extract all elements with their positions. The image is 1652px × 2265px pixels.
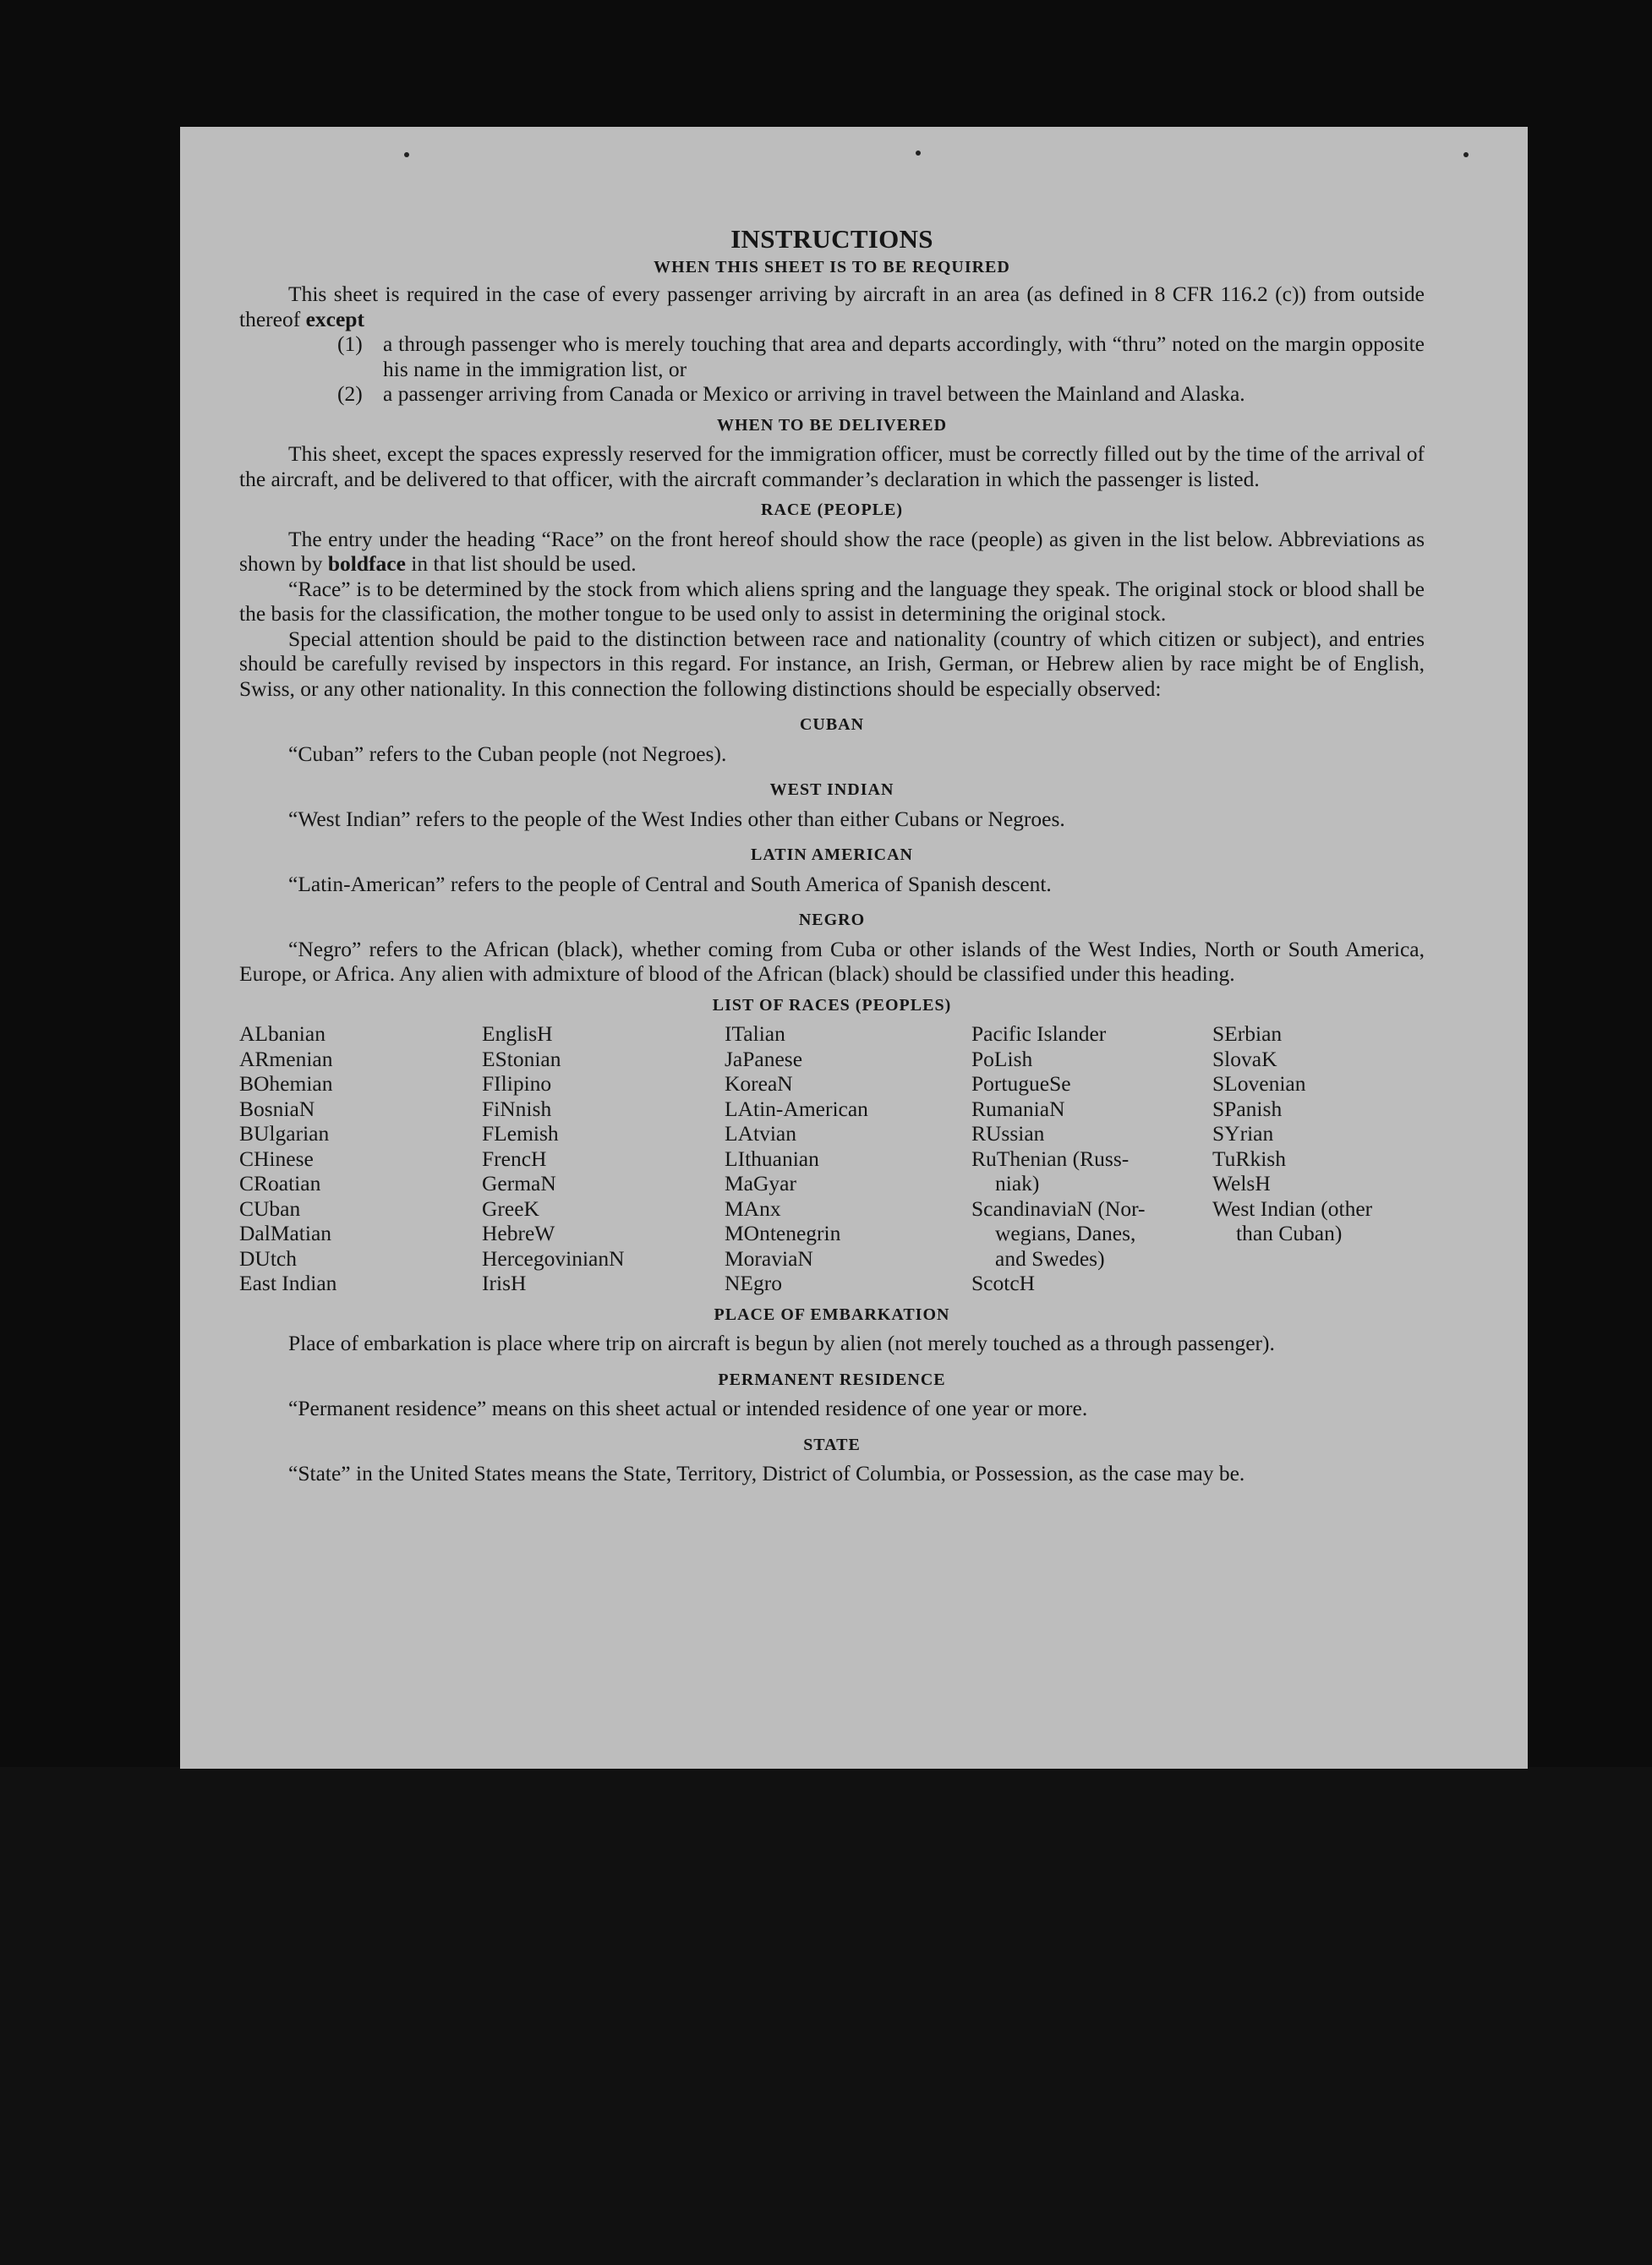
race-entry: ScotcH <box>971 1271 1036 1295</box>
heading-list-of-races: LIST OF RACES (PEOPLES) <box>712 995 952 1015</box>
race-text-end: in that list should be used. <box>405 551 637 576</box>
heading-cuban: CUBAN <box>799 715 865 734</box>
race-entry-continued: wegians, Danes, <box>995 1221 1136 1245</box>
heading-state: STATE <box>803 1435 861 1454</box>
races-column-4 <box>971 1021 1212 1296</box>
speck <box>404 152 409 157</box>
races-column-5 <box>1212 1021 1424 1296</box>
heading-latin-american: LATIN AMERICAN <box>751 845 913 864</box>
race-entry: FiNnish <box>482 1096 552 1121</box>
heading-when-delivered: WHEN TO BE DELIVERED <box>716 415 948 435</box>
race-entry: EStonian <box>482 1046 561 1071</box>
races-column-2 <box>482 1021 725 1296</box>
race-text: The entry under the heading “Race” on the front hereof should show the race (people) as given in the list below. Abbreviations as shown by <box>239 526 1425 576</box>
race-entry: IrisH <box>482 1271 527 1295</box>
exception-text: a passenger arriving from Canada or Mexico or arriving in travel between the Mainland and Alaska. <box>383 381 1245 406</box>
required-paragraph <box>239 282 1425 331</box>
race-entry: SErbian <box>1212 1021 1283 1046</box>
race-entry: PoLish <box>971 1046 1033 1071</box>
race-entry: RUssian <box>971 1121 1045 1146</box>
race-entry-continued: niak) <box>995 1171 1040 1195</box>
state-paragraph: “State” in the United States means the State, Territory, District of Columbia, or Possession, as the case may be. <box>288 1461 1245 1485</box>
race-entry: GreeK <box>482 1195 539 1221</box>
speck <box>1463 152 1469 157</box>
race-entry: EnglisH <box>482 1021 553 1046</box>
race-entry: MOntenegrin <box>725 1221 841 1245</box>
race-entry: MaGyar <box>725 1171 796 1195</box>
race-entry: SLovenian <box>1212 1071 1306 1096</box>
race-entry: PortugueSe <box>971 1071 1071 1096</box>
heading-when-required: WHEN THIS SHEET IS TO BE REQUIRED <box>654 257 1010 276</box>
delivered-paragraph: This sheet, except the spaces expressly reserved for the immigration officer, must be correctly filled out by the time of the arrival of the aircraft, and be delivered to that officer, with the aircraft commander’s declaration in which the passenger is listed. <box>239 441 1425 491</box>
race-entry: LAtvian <box>725 1121 796 1146</box>
race-entry: SlovaK <box>1212 1046 1277 1071</box>
race-entry: FIlipino <box>482 1071 552 1096</box>
race-entry: SPanish <box>1212 1096 1283 1121</box>
race-entry: West Indian (other <box>1212 1195 1373 1221</box>
required-text: This sheet is required in the case of every passenger arriving by aircraft in an area (as defined in 8 CFR 116.2 (c)) from outside thereof <box>239 282 1425 331</box>
heading-negro: NEGRO <box>798 911 866 929</box>
race-entry: ScandinaviaN (Nor- <box>971 1195 1146 1221</box>
race-entry: DUtch <box>239 1245 297 1271</box>
race-bold-word: boldface <box>327 551 406 576</box>
race-paragraph-2: “Race” is to be determined by the stock from which aliens spring and the language they speak. The original stock or blood shall be the basis for the classification, the mother tongue to be used only to assist in determining the original stock. <box>239 576 1425 626</box>
latin-american-paragraph: “Latin-American” refers to the people of Central and South America of Spanish descent. <box>288 871 1052 896</box>
race-entry: FrencH <box>482 1146 547 1171</box>
race-entry: SYrian <box>1212 1121 1274 1146</box>
races-column-1 <box>239 1021 482 1296</box>
race-entry: BosniaN <box>239 1096 315 1121</box>
race-entry: RumaniaN <box>971 1096 1065 1121</box>
race-entry-continued: than Cuban) <box>1236 1221 1343 1245</box>
race-entry: HebreW <box>482 1221 555 1245</box>
race-entry: CUban <box>239 1195 301 1221</box>
race-paragraph-3: Special attention should be paid to the distinction between race and nationality (country of which citizen or subject), and entries should be carefully revised by inspectors in this regard. For instance, an Irish, German, or Hebrew alien by race might be of English, Swiss, or any other nationality. In this connection the following distinctions should be especially observed: <box>239 626 1425 701</box>
race-entry: BOhemian <box>239 1071 333 1096</box>
race-entry: TuRkish <box>1212 1146 1286 1171</box>
race-entry: LIthuanian <box>725 1146 819 1171</box>
race-entry: RuThenian (Russ- <box>971 1146 1130 1171</box>
film-background <box>0 1767 1652 2265</box>
speck <box>916 150 921 156</box>
exception-list <box>337 331 1425 407</box>
heading-permanent-residence: PERMANENT RESIDENCE <box>718 1370 946 1389</box>
race-entry: MAnx <box>725 1195 781 1221</box>
race-entry: ALbanian <box>239 1021 325 1046</box>
negro-paragraph: “Negro” refers to the African (black), whether coming from Cuba or other islands of the West Indies, North or South America, Europe, or Africa. Any alien with admixture of blood of the African (black) should be classified under this heading. <box>239 936 1425 986</box>
race-entry: DalMatian <box>239 1221 332 1245</box>
race-paragraph-1 <box>239 527 1425 577</box>
race-entry: GermaN <box>482 1171 556 1195</box>
exception-item <box>337 331 1425 381</box>
race-entry: NEgro <box>725 1271 782 1295</box>
race-entry: ARmenian <box>239 1046 333 1071</box>
race-entry: ITalian <box>725 1021 785 1046</box>
west-indian-paragraph: “West Indian” refers to the people of the West Indies other than either Cubans or Negroes. <box>288 806 1065 831</box>
race-entry: KoreaN <box>725 1071 793 1096</box>
race-entry: FLemish <box>482 1121 559 1146</box>
race-entry: HercegovinianN <box>482 1245 625 1271</box>
race-entry: CRoatian <box>239 1171 321 1195</box>
race-entry: Pacific Islander <box>971 1021 1107 1046</box>
exception-item <box>337 381 1425 407</box>
race-entry: East Indian <box>239 1271 337 1295</box>
race-entry: WelsH <box>1212 1171 1271 1195</box>
exception-number: (2) <box>337 381 363 406</box>
cuban-paragraph: “Cuban” refers to the Cuban people (not Negroes). <box>288 741 727 766</box>
exception-text: a through passenger who is merely touching that area and departs accordingly, with “thru” noted on the margin opposite his name in the immigration list, or <box>383 331 1425 381</box>
race-entry: JaPanese <box>725 1046 803 1071</box>
race-entry: MoraviaN <box>725 1245 813 1271</box>
heading-race: RACE (PEOPLE) <box>761 501 903 519</box>
instruction-sheet <box>180 127 1528 1769</box>
required-emphasis: except <box>305 306 364 331</box>
race-entry: LAtin-American <box>725 1096 868 1121</box>
race-entry: CHinese <box>239 1146 314 1171</box>
residence-paragraph: “Permanent residence” means on this sheet actual or intended residence of one year or more. <box>288 1396 1088 1420</box>
race-entry-continued: and Swedes) <box>995 1245 1105 1271</box>
races-list <box>239 1021 1425 1296</box>
heading-west-indian: WEST INDIAN <box>769 780 894 799</box>
heading-place-of-embarkation: PLACE OF EMBARKATION <box>714 1305 950 1324</box>
exception-number: (1) <box>337 331 363 356</box>
page-title: INSTRUCTIONS <box>730 224 933 254</box>
race-entry: BUlgarian <box>239 1121 330 1146</box>
embarkation-paragraph: Place of embarkation is place where trip on aircraft is begun by alien (not merely touched as a through passenger). <box>288 1331 1275 1355</box>
races-column-3 <box>725 1021 971 1296</box>
